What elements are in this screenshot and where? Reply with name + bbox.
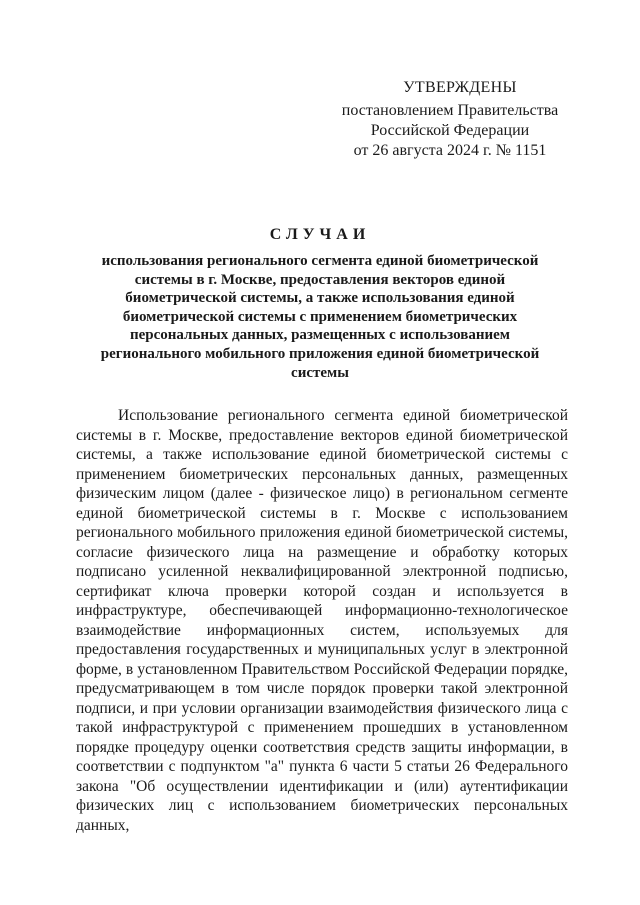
document-subtitle: использования регионального сегмента единой биометрической системы в г. Москве, предоставления векторов единой биометрической системы, а также использования единой биометрической системы с применением биометрических персональных данных, размещенных с использованием регионального мобильного приложения единой биометрической системы bbox=[100, 253, 540, 381]
approval-heading: УТВЕРЖДЕНЫ bbox=[403, 79, 517, 96]
body-paragraph: Использование регионального сегмента единой биометрической системы в г. Москве, предоставление векторов единой биометрической системы, а также использование единой биометрической системы с применением биометрических персональных данных, размещенных физическим лицом (далее - физическое лицо) в региональном сегменте единой биометрической системы в г. Москве с использованием регионального мобильного приложения единой биометрической системы, согласие физического лица на размещение и обработку которых подписано усиленной неквалифицированной электронной подписью, сертификат ключа проверки которой создан и используется в инфраструктуре, обеспечивающей информационно-технологическое взаимодействие информационных систем, используемых для предоставления государственных и муниципальных услуг в электронной форме, в установленном Правительством Российской Федерации порядке, предусматривающем в том числе порядок проверки такой электронной подписи, и при условии организации взаимодействия физического лица с такой инфраструктурой с применением прошедших в установленном порядке процедуру оценки соответствия средств защиты информации, в соответствии с подпунктом "а" пункта 6 части 5 статьи 26 Федерального закона "Об осуществлении идентификации и (или) аутентификации физических лиц с использованием биометрических персональных данных, bbox=[76, 407, 568, 834]
approval-line-resolution: постановлением Правительства bbox=[341, 102, 559, 119]
approval-line-government: Российской Федерации bbox=[370, 122, 530, 139]
approval-line-date: от 26 августа 2024 г. № 1151 bbox=[353, 142, 547, 159]
approval-block bbox=[330, 78, 570, 161]
document-title: СЛУЧАИ bbox=[269, 226, 371, 243]
